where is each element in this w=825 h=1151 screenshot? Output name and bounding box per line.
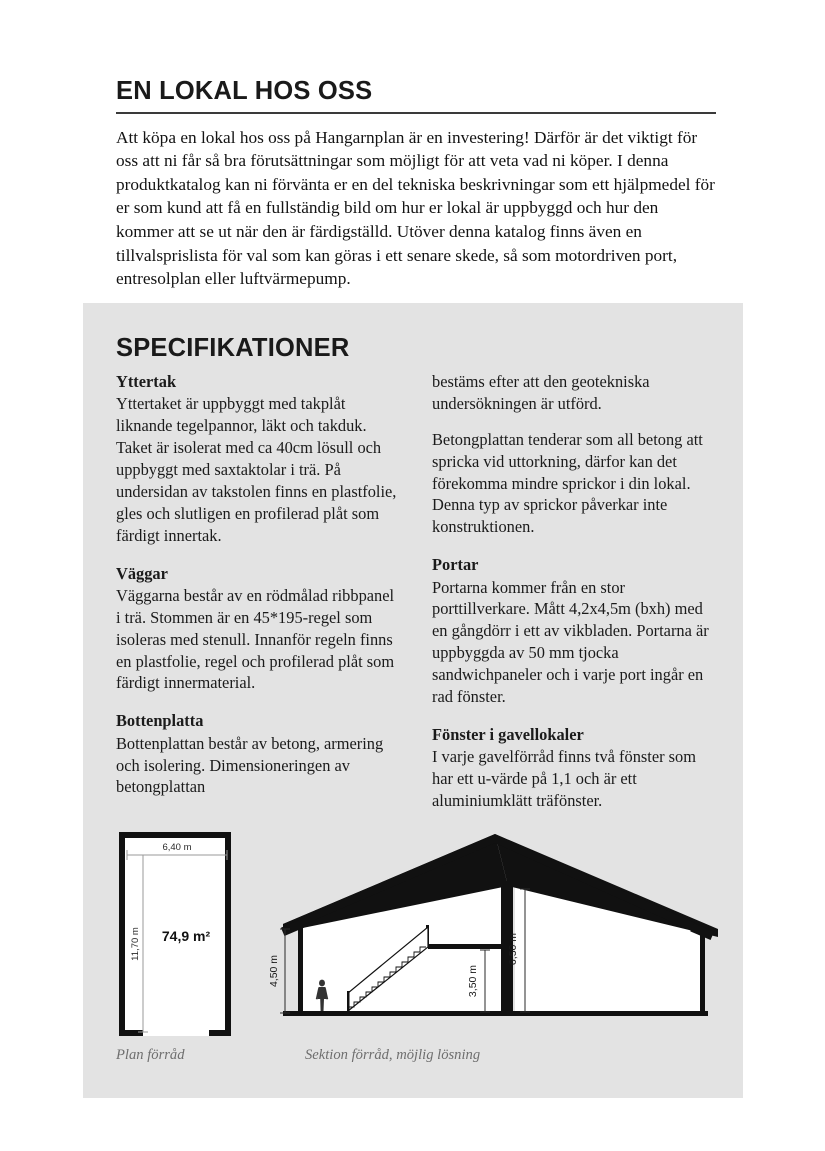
- plan-area-label: 74,9 m²: [161, 928, 211, 944]
- page-title: EN LOKAL HOS OSS: [116, 77, 373, 105]
- title-divider: [116, 112, 716, 114]
- spec-body: Portarna kommer från en stor porttillverkare. Mått 4,2x4,5m (bxh) med en gångdörr i ett av vikbladen. Portarna är uppbyggda av 50 mm tjocka sandwichpaneler och i varje port ingår en rad fönster.: [432, 577, 709, 707]
- spec-block-bottenplatta-continued: [432, 371, 715, 538]
- spec-heading: Portar: [432, 555, 479, 575]
- spec-block-yttertak: [116, 371, 399, 547]
- spec-heading: Väggar: [116, 563, 168, 583]
- specifications-left-column: [116, 371, 399, 812]
- drawings-row: [83, 829, 743, 1089]
- plan-drawing-svg: [116, 829, 234, 1039]
- spec-body-secondary: Betongplattan tenderar som all betong att spricka vid uttorkning, därfor kan det förekomma mindre sprickor i din lokal. Denna typ av sprickor påverkar inte konstruktionen.: [432, 429, 703, 537]
- spec-body: Väggarna består av en rödmålad ribbpanel i trä. Stommen är en 45*195-regel som isoleras med stenull. Innanför regeln finns en plastfolie, regel och profilerad plåt som färdigt innermaterial.: [116, 585, 395, 693]
- spec-body: I varje gavelförråd finns två fönster som har ett u-värde på 1,1 och är ett aluminiumklätt träfönster.: [432, 747, 696, 811]
- plan-drawing: [116, 829, 234, 1039]
- specifications-right-column: [432, 371, 715, 812]
- spec-body: Bottenplattan består av betong, armering och isolering. Dimensioneringen av betongplattan: [116, 733, 384, 797]
- spec-block-bottenplatta: [116, 710, 399, 798]
- plan-width-label: 6,40 m: [162, 842, 192, 853]
- section-drawing-svg: [263, 829, 718, 1039]
- spec-block-portar: [432, 554, 715, 708]
- section-caption: Sektion förråd, möjlig lösning: [305, 1047, 481, 1063]
- section-ridge-wall-height-label: 6,50 m: [507, 932, 519, 966]
- intro-paragraph: Att köpa en lokal hos oss på Hangarnplan är en investering! Därför är det viktigt för oss att ni får så bra förutsättningar som möjligt för att veta vad ni köper. I denna produktkatalog kan ni förvänta er en del tekniska beskrivningar som ett hjälpmedel för er som kund att få en fullständig bild om hur er lokal är uppbyggd och hur den kommer att se ut när den är färdigställd. Utöver denna katalog finns även en tillvalsprislista för val som kan göras i ett senare skede, så som motordriven port, entresolplan eller luftvärmepump.: [116, 127, 715, 289]
- spec-heading: Bottenplatta: [116, 711, 204, 731]
- spec-block-fonster: [432, 724, 715, 812]
- specifications-heading: SPECIFIKATIONER: [116, 334, 350, 362]
- section-eaves-height-label: 4,50 m: [268, 954, 280, 988]
- dimension-line-4-50: [280, 929, 290, 1013]
- spec-heading: Fönster i gavellokaler: [432, 724, 584, 744]
- section-drawing: [263, 829, 718, 1039]
- plan-height-label: 11,70 m: [130, 927, 141, 961]
- spec-block-vaggar: [116, 563, 399, 695]
- specifications-columns: [116, 371, 716, 812]
- spec-heading: Yttertak: [116, 372, 177, 391]
- plan-caption: Plan förråd: [116, 1047, 185, 1063]
- spec-body: Yttertaket är uppbyggt med takplåt liknande tegelpannor, läkt och takduk. Taket är isolerat med ca 40cm lösull och uppbyggt med saxtaktolar i trä. På undersidan av takstolen finns en plastfolie, gles och slutligen en profilerad plåt som färdigt innertak.: [116, 394, 397, 545]
- spec-body: bestäms efter att den geotekniska undersökningen är utförd.: [432, 372, 650, 413]
- section-mezzanine-height-label: 3,50 m: [467, 964, 479, 998]
- specifications-panel: [83, 303, 743, 1098]
- intro-section: [116, 78, 716, 291]
